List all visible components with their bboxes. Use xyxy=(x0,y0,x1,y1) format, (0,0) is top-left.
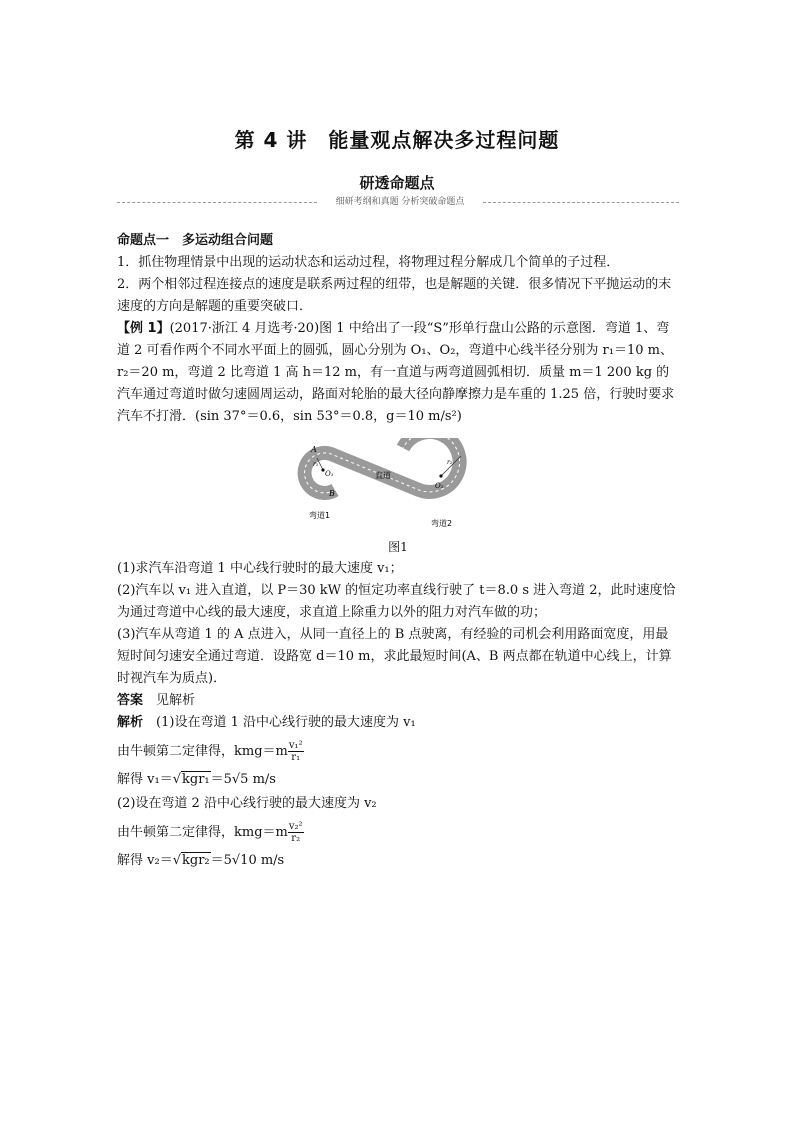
answer-label: 答案 xyxy=(117,693,144,708)
solution-label: 解析 xyxy=(117,715,144,730)
fraction-v1-r1 xyxy=(288,740,304,763)
lecture-title: 第 4 讲 能量观点解决多过程问题 xyxy=(234,128,560,152)
section-subtitle: 细研考纲和真题 分析突破命题点 xyxy=(335,197,465,207)
section-divider xyxy=(117,196,679,208)
label-r1: r₁ xyxy=(313,461,319,468)
label-curve-2: 弯道2 xyxy=(431,519,453,528)
label-o1: O₁ xyxy=(325,470,334,478)
solution-1-result-post: ＝5√5 m/s xyxy=(210,772,276,787)
fraction-numerator: v₂² xyxy=(288,821,303,832)
solution-step-2-result: 解得 v₂＝√kgr₂＝5√10 m/s xyxy=(117,853,285,868)
topic-point-1: 1．抓住物理情景中出现的运动状态和运动过程，将物理过程分解成几个简单的子过程． xyxy=(117,255,620,270)
label-b: B xyxy=(329,489,335,498)
center-o2-dot xyxy=(439,474,442,477)
fraction-numerator: v₁² xyxy=(288,740,303,751)
label-o2: O₂ xyxy=(435,482,444,490)
example-source: (2017·浙江 4 月选考·20) xyxy=(169,321,320,336)
example-paragraph xyxy=(117,318,679,428)
label-straight: 直道 xyxy=(375,471,391,480)
question-3: (3)汽车从弯道 1 的 A 点进入，从同一直径上的 B 点驶离，有经验的司机会利用路面宽度，用最短时间匀速安全通过弯道．设路宽 d＝10 m，求此最短时间(A、B 两点都在轨道中心线上，计算时视汽车为质点)． xyxy=(117,627,672,686)
topic-point-2: 2．两个相邻过程连接点的速度是联系两过程的纽带，也是解题的关键．很多情况下平抛运动的末速度的方向是解题的重要突破口． xyxy=(117,277,672,314)
answer-text: 见解析 xyxy=(156,693,196,708)
solution-2-law-text: 由牛顿第二定律得，kmg＝m xyxy=(117,825,288,840)
solution-step-2-law xyxy=(117,821,679,844)
solution-1-result-pre: 解得 v₁＝ xyxy=(117,772,173,787)
divider-line-right xyxy=(483,202,679,203)
label-curve-1: 弯道1 xyxy=(309,511,331,520)
s-road-diagram xyxy=(291,438,505,532)
fraction-v2-r2 xyxy=(288,821,304,844)
solution-2-result-pre: 解得 v₂＝ xyxy=(117,853,173,868)
figure-1 xyxy=(117,438,679,534)
solution-2-result-post: ＝5√10 m/s xyxy=(210,853,285,868)
fraction-denominator: r₂ xyxy=(291,833,301,844)
question-2: (2)汽车以 v₁ 进入直道，以 P＝30 kW 的恒定功率直线行驶了 t＝8.0 s 进入弯道 2，此时速度恰为通过弯道中心线的最大速度，求直道上除重力以外的阻力对汽车做的功； xyxy=(117,583,676,620)
label-r2: r₂ xyxy=(447,459,453,466)
solution-step-2-intro: (2)设在弯道 2 沿中心线行驶的最大速度为 v₂ xyxy=(117,796,377,811)
topic-heading: 命题点一 多运动组合问题 xyxy=(117,233,274,248)
solution-1-intro-text: (1)设在弯道 1 沿中心线行驶的最大速度为 v₁ xyxy=(156,715,416,730)
divider-line-left xyxy=(117,202,317,203)
example-tag: 【例 1】 xyxy=(117,321,170,336)
question-1: (1)求汽车沿弯道 1 中心线行驶时的最大速度 v₁； xyxy=(117,561,403,576)
solution-1-law-text: 由牛顿第二定律得，kmg＝m xyxy=(117,744,288,759)
solution-step-1-result: 解得 v₁＝√kgr₁＝5√5 m/s xyxy=(117,772,276,787)
section-title: 研透命题点 xyxy=(359,174,435,192)
solution-step-1-law xyxy=(117,740,679,763)
example-text: 图 1 中给出了一段“S”形单行盘山公路的示意图．弯道 1、弯道 2 可看作两个不同水平面上的圆弧，圆心分别为 O₁、O₂，弯道中心线半径分别为 r₁＝10 m、r₂＝20 m，弯道 2 比弯道 1 高 h＝12 m，有一直道与两弯道圆弧相切．质量 m＝1 200 kg 的汽车通过弯道时做匀速圆周运动，路面对轮胎的最大径向静摩擦力是车重的 1.25 倍，行驶时要求汽车不打滑．(sin 37°＝0.6，sin 53°＝0.8，g＝10 m/s²) xyxy=(117,321,675,424)
solution-1-sqrt: kgr₁ xyxy=(182,772,210,787)
solution-step-1-intro xyxy=(117,712,679,734)
label-a: A xyxy=(311,445,317,454)
answer-line xyxy=(117,690,679,712)
figure-caption: 图1 xyxy=(388,540,408,554)
fraction-denominator: r₁ xyxy=(291,752,301,763)
main-content xyxy=(117,230,679,872)
solution-2-sqrt: kgr₂ xyxy=(182,853,210,868)
